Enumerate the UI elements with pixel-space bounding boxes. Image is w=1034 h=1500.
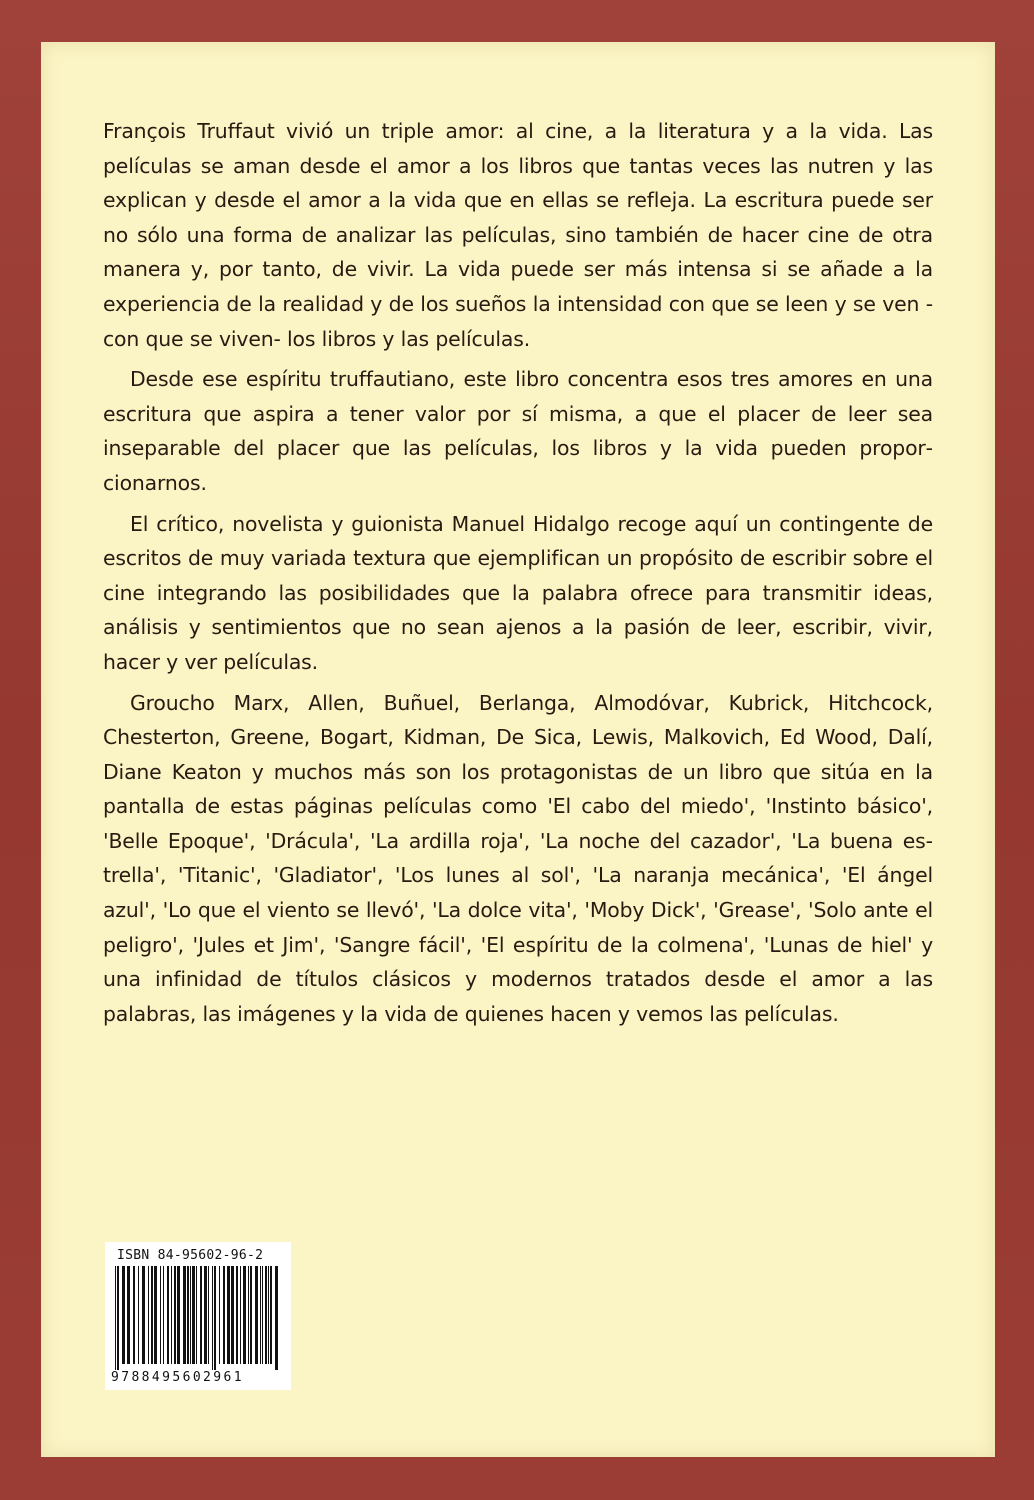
barcode-bar <box>260 1266 261 1364</box>
barcode-bar <box>240 1266 241 1364</box>
barcode-bar <box>151 1266 153 1364</box>
barcode-bars-icon <box>113 1266 283 1370</box>
barcode-bar <box>122 1266 125 1364</box>
barcode-bar <box>208 1266 209 1364</box>
barcode-bar <box>262 1266 263 1364</box>
barcode-bar <box>214 1266 216 1370</box>
isbn-label: ISBN 84-95602-96-2 <box>117 1248 264 1263</box>
barcode-bar <box>171 1266 172 1364</box>
barcode-bar <box>265 1266 267 1364</box>
barcode-bar <box>117 1266 119 1370</box>
synopsis-paragraph-1: François Truffaut vivió un triple amor: al cine, a la literatura y a la vida. Las películas se aman desde el amor a los libros que tantas veces las nutren y las explican y desde el amor a la vida que en ellas se refleja. La escritura puede ser no sólo una forma de analizar las películas, sino también de hacer cine de otra manera y, por tanto, de vivir. La vida puede ser más intensa si se añade a la experiencia de la realidad y de los sueños la intensidad con que se leen y se ven -con que se viven- los libros y las películas. <box>103 119 933 351</box>
barcode-bar <box>250 1266 252 1364</box>
barcode-bar <box>270 1266 272 1364</box>
barcode-bar <box>227 1266 230 1364</box>
barcode-bar <box>212 1266 213 1370</box>
isbn-barcode <box>105 1242 291 1390</box>
barcode-bar <box>138 1266 139 1364</box>
barcode-bar <box>248 1266 249 1364</box>
barcode-bar <box>255 1266 258 1364</box>
barcode-bar <box>200 1266 202 1364</box>
cream-text-panel <box>41 42 995 1457</box>
barcode-bar <box>167 1266 169 1364</box>
synopsis-paragraph-3: El crítico, novelista y guionista Manuel Hidalgo recoge aquí un contingente de escritos de muy variada textura que ejemplifican un propósito de escribir sobre el cine integrando las posibilidades que la palabra ofrece para transmitir ideas, análisis y sentimientos que no sean ajenos a la pasión de leer, escribir, vivir, hacer y ver películas. <box>103 511 933 674</box>
barcode-bar <box>268 1266 269 1364</box>
barcode-bar <box>223 1266 225 1364</box>
barcode-bar <box>243 1266 246 1364</box>
barcode-bar <box>127 1266 130 1364</box>
barcode-bar <box>142 1266 145 1364</box>
barcode-bar <box>133 1266 135 1364</box>
barcode-bar <box>190 1266 191 1364</box>
barcode-bar <box>154 1266 157 1364</box>
barcode-bar <box>236 1266 238 1364</box>
barcode-bar <box>219 1266 220 1364</box>
barcode-bar <box>163 1266 164 1364</box>
barcode-bar <box>160 1266 161 1364</box>
synopsis-paragraph-2: Desde ese espíritu truffautiano, este libro concentra esos tres amores en una escritura que aspira a tener valor por sí misma, a que el placer de leer sea inseparable del placer que las películas, los libros y la vida pueden proporcionarnos. <box>103 367 933 495</box>
barcode-bar <box>231 1266 234 1364</box>
synopsis-text <box>103 114 933 1037</box>
barcode-bar <box>204 1266 207 1364</box>
barcode-bar <box>177 1266 180 1364</box>
barcode-bar <box>148 1266 149 1364</box>
barcode-bar <box>275 1266 278 1370</box>
ean-digits: 9788495602961 <box>111 1370 244 1385</box>
barcode-bar <box>115 1266 116 1370</box>
synopsis-paragraph-4: Groucho Marx, Allen, Buñuel, Berlanga, Almodóvar, Kubrick, Hitchcock, Chesterton, Greene, Bogart, Kidman, De Sica, Lewis, Malkovich, Ed Wood, Dalí, Diane Keaton y muchos más son los protagonistas de un libro que sitúa en la pantalla de estas páginas películas como 'El cabo del miedo', 'Instinto básico', 'Belle Epoque', 'Drácula', 'La ardilla roja', 'La noche del cazador', 'La buena estrella', 'Titanic', 'Gladiator', 'Los lunes al sol', 'La naranja mecánica', 'El ángel azul', 'Lo que el viento se llevó', 'La dolce vita', 'Moby Dick', 'Grease', 'Solo ante el peligro', 'Jules et Jim', 'Sangre fácil', 'El espíritu de la colmena', 'Lunas de hiel' y una infinidad de títulos clásicos y modernos tratados desde el amor a las palabras, las imágenes y la vida de quienes hacen y vemos las películas. <box>103 690 933 1026</box>
barcode-bar <box>196 1266 197 1364</box>
barcode-bar <box>187 1266 189 1364</box>
barcode-bar <box>192 1266 195 1364</box>
barcode-bar <box>183 1266 186 1364</box>
barcode-bar <box>174 1266 176 1364</box>
